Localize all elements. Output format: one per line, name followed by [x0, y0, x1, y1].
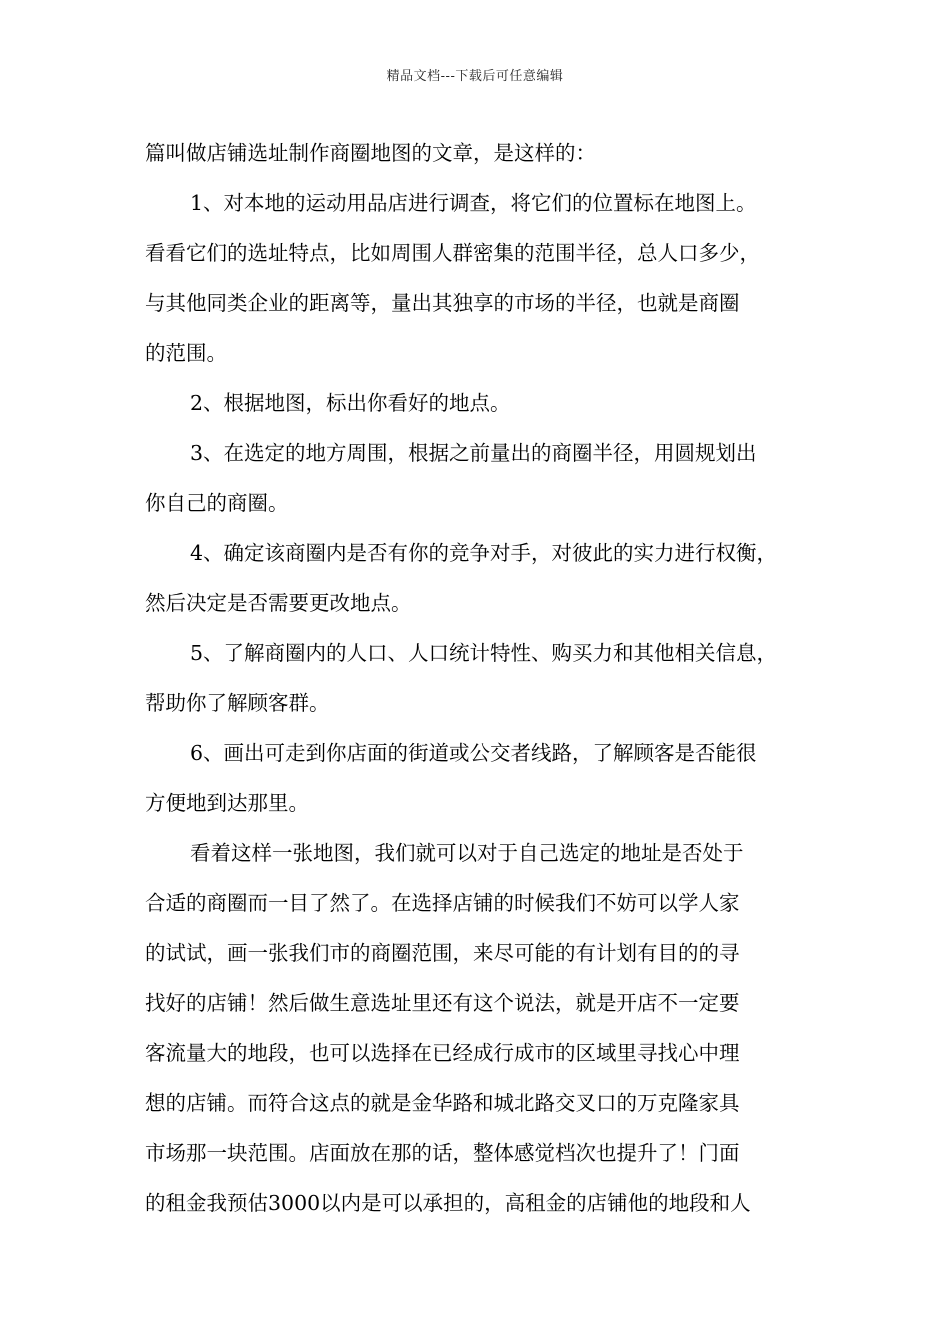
text-line: 3、在选定的地方周围，根据之前量出的商圈半径，用圆规划出 — [190, 441, 757, 465]
page-header: 精品文档---下载后可任意编辑 — [386, 69, 564, 84]
text-line: 市场那一块范围。店面放在那的话，整体感觉档次也提升了！门面 — [145, 1141, 740, 1165]
text-line: 与其他同类企业的距离等，量出其独享的市场的半径，也就是商圈 — [145, 291, 740, 315]
text-line: 6、画出可走到你店面的街道或公交者线路，了解顾客是否能很 — [190, 741, 757, 765]
text-line: 5、了解商圈内的人口、人口统计特性、购买力和其他相关信息， — [190, 641, 778, 665]
text-line: 客流量大的地段，也可以选择在已经成行成市的区域里寻找心中理 — [145, 1041, 740, 1065]
document-body — [145, 128, 825, 1228]
text-line: 帮助你了解顾客群。 — [145, 691, 330, 715]
text-line: 看看它们的选址特点，比如周围人群密集的范围半径，总人口多少， — [145, 241, 760, 265]
text-line: 1、对本地的运动用品店进行调查，将它们的位置标在地图上。 — [190, 191, 757, 215]
text-line: 看着这样一张地图，我们就可以对于自己选定的地址是否处于 — [190, 841, 744, 865]
text-line: 的范围。 — [145, 341, 227, 365]
text-line: 想的店铺。而符合这点的就是金华路和城北路交叉口的万克隆家具 — [145, 1091, 740, 1115]
text-line: 找好的店铺！然后做生意选址里还有这个说法，就是开店不一定要 — [145, 991, 740, 1015]
text-line: 你自己的商圈。 — [145, 491, 289, 515]
text-line: 2、根据地图，标出你看好的地点。 — [190, 391, 511, 415]
text-line: 合适的商圈而一目了然了。在选择店铺的时候我们不妨可以学人家 — [145, 891, 740, 915]
text-line: 然后决定是否需要更改地点。 — [145, 591, 412, 615]
text-line: 的试试，画一张我们市的商圈范围，来尽可能的有计划有目的的寻 — [145, 941, 740, 965]
text-line: 4、确定该商圈内是否有你的竞争对手，对彼此的实力进行权衡， — [190, 541, 778, 565]
text-line: 方便地到达那里。 — [145, 791, 309, 815]
text-line: 的租金我预估3000以内是可以承担的，高租金的店铺他的地段和人 — [145, 1191, 751, 1215]
text-line: 篇叫做店铺选址制作商圈地图的文章，是这样的： — [145, 141, 596, 165]
